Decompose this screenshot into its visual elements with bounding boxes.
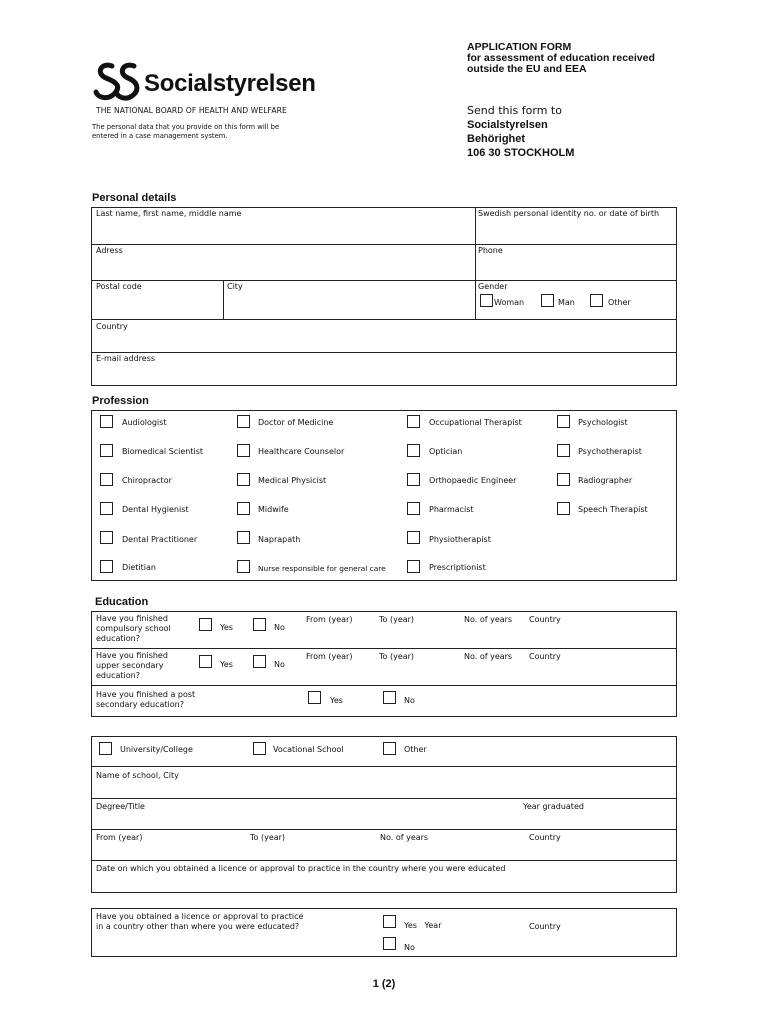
profession-label: Speech Therapist bbox=[578, 505, 648, 514]
email-field[interactable]: E-mail address bbox=[96, 354, 156, 363]
send-org: Socialstyrelsen bbox=[467, 119, 548, 131]
profession-label: Optician bbox=[429, 447, 463, 456]
form-title: APPLICATION FORM bbox=[467, 41, 572, 53]
send-dept: Behörighet bbox=[467, 133, 526, 145]
no-label: No bbox=[274, 660, 285, 669]
profession-dental-hygienist-checkbox[interactable] bbox=[100, 502, 113, 515]
logo-subtitle: THE NATIONAL BOARD OF HEALTH AND WELFARE bbox=[96, 106, 287, 115]
privacy-notice: The personal data that you provide on this form will be entered in a case management system. bbox=[92, 123, 280, 140]
profession-title: Profession bbox=[92, 395, 149, 407]
upper-secondary-question: Have you finished upper secondary education? bbox=[96, 651, 168, 680]
university-checkbox[interactable] bbox=[99, 742, 112, 755]
vocational-label: Vocational School bbox=[273, 745, 344, 754]
gender-other-checkbox[interactable] bbox=[590, 294, 603, 307]
profession-label: Audiologist bbox=[122, 418, 167, 427]
profession-optician-checkbox[interactable] bbox=[407, 444, 420, 457]
profession-label: Naprapath bbox=[258, 535, 301, 544]
compulsory-country-field[interactable]: Country bbox=[529, 615, 561, 624]
postal-code-field[interactable]: Postal code bbox=[96, 282, 142, 291]
profession-doctor-checkbox[interactable] bbox=[237, 415, 250, 428]
university-label: University/College bbox=[120, 745, 193, 754]
profession-occupational-therapist-checkbox[interactable] bbox=[407, 415, 420, 428]
divider bbox=[91, 352, 677, 353]
divider bbox=[91, 829, 677, 830]
profession-speech-therapist-checkbox[interactable] bbox=[557, 502, 570, 515]
profession-label: Psychotherapist bbox=[578, 447, 642, 456]
profession-biomedical-checkbox[interactable] bbox=[100, 444, 113, 457]
name-field[interactable]: Last name, first name, middle name bbox=[96, 209, 242, 218]
profession-healthcare-counselor-checkbox[interactable] bbox=[237, 444, 250, 457]
school-country-field[interactable]: Country bbox=[529, 833, 561, 842]
city-field[interactable]: City bbox=[227, 282, 243, 291]
profession-nurse-checkbox[interactable] bbox=[237, 560, 250, 573]
post-secondary-no-checkbox[interactable] bbox=[383, 691, 396, 704]
licence-no-checkbox[interactable] bbox=[383, 937, 396, 950]
licence-question: Have you obtained a licence or approval to practice in a country other than where you were educated? bbox=[96, 912, 304, 931]
licence-country-field[interactable]: Country bbox=[529, 922, 561, 931]
profession-label: Orthopaedic Engineer bbox=[429, 476, 517, 485]
school-no-years-field[interactable]: No. of years bbox=[380, 833, 429, 842]
yes-label: Yes bbox=[220, 623, 233, 632]
divider bbox=[91, 766, 677, 767]
licence-yes-year-label: Yes Year bbox=[404, 921, 442, 930]
divider bbox=[223, 280, 224, 320]
country-field[interactable]: Country bbox=[96, 322, 128, 331]
form-subtitle: for assessment of education received bbox=[467, 52, 655, 64]
profession-label: Pharmacist bbox=[429, 505, 474, 514]
divider bbox=[91, 244, 677, 245]
logo-mark-icon bbox=[92, 60, 142, 104]
upper-secondary-no-years-field[interactable]: No. of years bbox=[464, 652, 513, 661]
profession-dental-practitioner-checkbox[interactable] bbox=[100, 531, 113, 544]
phone-field[interactable]: Phone bbox=[478, 246, 503, 255]
profession-radiographer-checkbox[interactable] bbox=[557, 473, 570, 486]
profession-psychologist-checkbox[interactable] bbox=[557, 415, 570, 428]
yes-label: Yes bbox=[330, 696, 343, 705]
yes-label: Yes bbox=[220, 660, 233, 669]
profession-label: Dietitian bbox=[122, 563, 156, 572]
upper-secondary-from-year-field[interactable]: From (year) bbox=[306, 652, 353, 661]
upper-secondary-yes-checkbox[interactable] bbox=[199, 655, 212, 668]
profession-label: Dental Hygienist bbox=[122, 505, 189, 514]
divider bbox=[91, 685, 677, 686]
divider bbox=[91, 648, 677, 649]
profession-label: Nurse responsible for general care bbox=[258, 564, 386, 573]
gender-man-label: Man bbox=[558, 298, 575, 307]
licence-no-label: No bbox=[404, 943, 415, 952]
gender-woman-label: Woman bbox=[494, 298, 525, 307]
profession-psychotherapist-checkbox[interactable] bbox=[557, 444, 570, 457]
upper-secondary-to-year-field[interactable]: To (year) bbox=[379, 652, 415, 661]
profession-label: Biomedical Scientist bbox=[122, 447, 204, 456]
profession-medical-physicist-checkbox[interactable] bbox=[237, 473, 250, 486]
education-title: Education bbox=[95, 596, 149, 608]
compulsory-to-year-field[interactable]: To (year) bbox=[379, 615, 415, 624]
school-from-year-field[interactable]: From (year) bbox=[96, 833, 143, 842]
profession-box bbox=[91, 410, 677, 581]
profession-chiropractor-checkbox[interactable] bbox=[100, 473, 113, 486]
licence-yes-checkbox[interactable] bbox=[383, 915, 396, 928]
divider bbox=[91, 319, 677, 320]
compulsory-question: Have you finished compulsory school education? bbox=[96, 614, 171, 643]
school-name-field[interactable]: Name of school, City bbox=[96, 771, 179, 780]
profession-label: Medical Physicist bbox=[258, 476, 327, 485]
profession-label: Dental Practitioner bbox=[122, 535, 198, 544]
post-secondary-question: Have you finished a post secondary education? bbox=[96, 690, 196, 709]
identity-field[interactable]: Swedish personal identity no. or date of birth bbox=[478, 209, 660, 218]
profession-naprapath-checkbox[interactable] bbox=[237, 531, 250, 544]
send-address bbox=[467, 104, 574, 160]
send-city: 106 30 STOCKHOLM bbox=[467, 147, 575, 159]
compulsory-from-year-field[interactable]: From (year) bbox=[306, 615, 353, 624]
gender-label: Gender bbox=[478, 282, 508, 291]
year-graduated-field[interactable]: Year graduated bbox=[523, 802, 584, 811]
divider bbox=[91, 798, 677, 799]
profession-label: Chiropractor bbox=[122, 476, 172, 485]
profession-orthopaedic-engineer-checkbox[interactable] bbox=[407, 473, 420, 486]
profession-audiologist-checkbox[interactable] bbox=[100, 415, 113, 428]
form-subtitle-2: outside the EU and EEA bbox=[467, 63, 587, 75]
compulsory-no-checkbox[interactable] bbox=[253, 618, 266, 631]
gender-woman-checkbox[interactable] bbox=[480, 294, 493, 307]
profession-label: Doctor of Medicine bbox=[258, 418, 334, 427]
profession-physiotherapist-checkbox[interactable] bbox=[407, 531, 420, 544]
degree-field[interactable]: Degree/Title bbox=[96, 802, 145, 811]
no-label: No bbox=[274, 623, 285, 632]
profession-prescriptionist-checkbox[interactable] bbox=[407, 560, 420, 573]
profession-pharmacist-checkbox[interactable] bbox=[407, 502, 420, 515]
other-school-label: Other bbox=[404, 745, 427, 754]
divider bbox=[91, 860, 677, 861]
send-label: Send this form to bbox=[467, 104, 562, 117]
logo-text: Socialstyrelsen bbox=[144, 70, 316, 97]
upper-secondary-no-checkbox[interactable] bbox=[253, 655, 266, 668]
licence-date-field[interactable]: Date on which you obtained a licence or approval to practice in the country where you were educated bbox=[96, 864, 506, 873]
form-title-block bbox=[467, 42, 655, 75]
page-number: 1 (2) bbox=[372, 978, 396, 990]
other-school-checkbox[interactable] bbox=[383, 742, 396, 755]
compulsory-yes-checkbox[interactable] bbox=[199, 618, 212, 631]
vocational-checkbox[interactable] bbox=[253, 742, 266, 755]
gender-other-label: Other bbox=[608, 298, 631, 307]
divider bbox=[475, 207, 476, 320]
divider bbox=[91, 280, 677, 281]
profession-label: Psychologist bbox=[578, 418, 628, 427]
profession-label: Occupational Therapist bbox=[429, 418, 522, 427]
profession-label: Prescriptionist bbox=[429, 563, 486, 572]
profession-label: Physiotherapist bbox=[429, 535, 491, 544]
profession-label: Radiographer bbox=[578, 476, 633, 485]
school-to-year-field[interactable]: To (year) bbox=[250, 833, 286, 842]
compulsory-no-years-field[interactable]: No. of years bbox=[464, 615, 513, 624]
post-secondary-yes-checkbox[interactable] bbox=[308, 691, 321, 704]
no-label: No bbox=[404, 696, 415, 705]
profession-midwife-checkbox[interactable] bbox=[237, 502, 250, 515]
address-field[interactable]: Adress bbox=[96, 246, 123, 255]
upper-secondary-country-field[interactable]: Country bbox=[529, 652, 561, 661]
gender-man-checkbox[interactable] bbox=[541, 294, 554, 307]
personal-details-title: Personal details bbox=[92, 192, 177, 204]
profession-label: Healthcare Counselor bbox=[258, 447, 345, 456]
profession-label: Midwife bbox=[258, 505, 289, 514]
profession-dietitian-checkbox[interactable] bbox=[100, 560, 113, 573]
